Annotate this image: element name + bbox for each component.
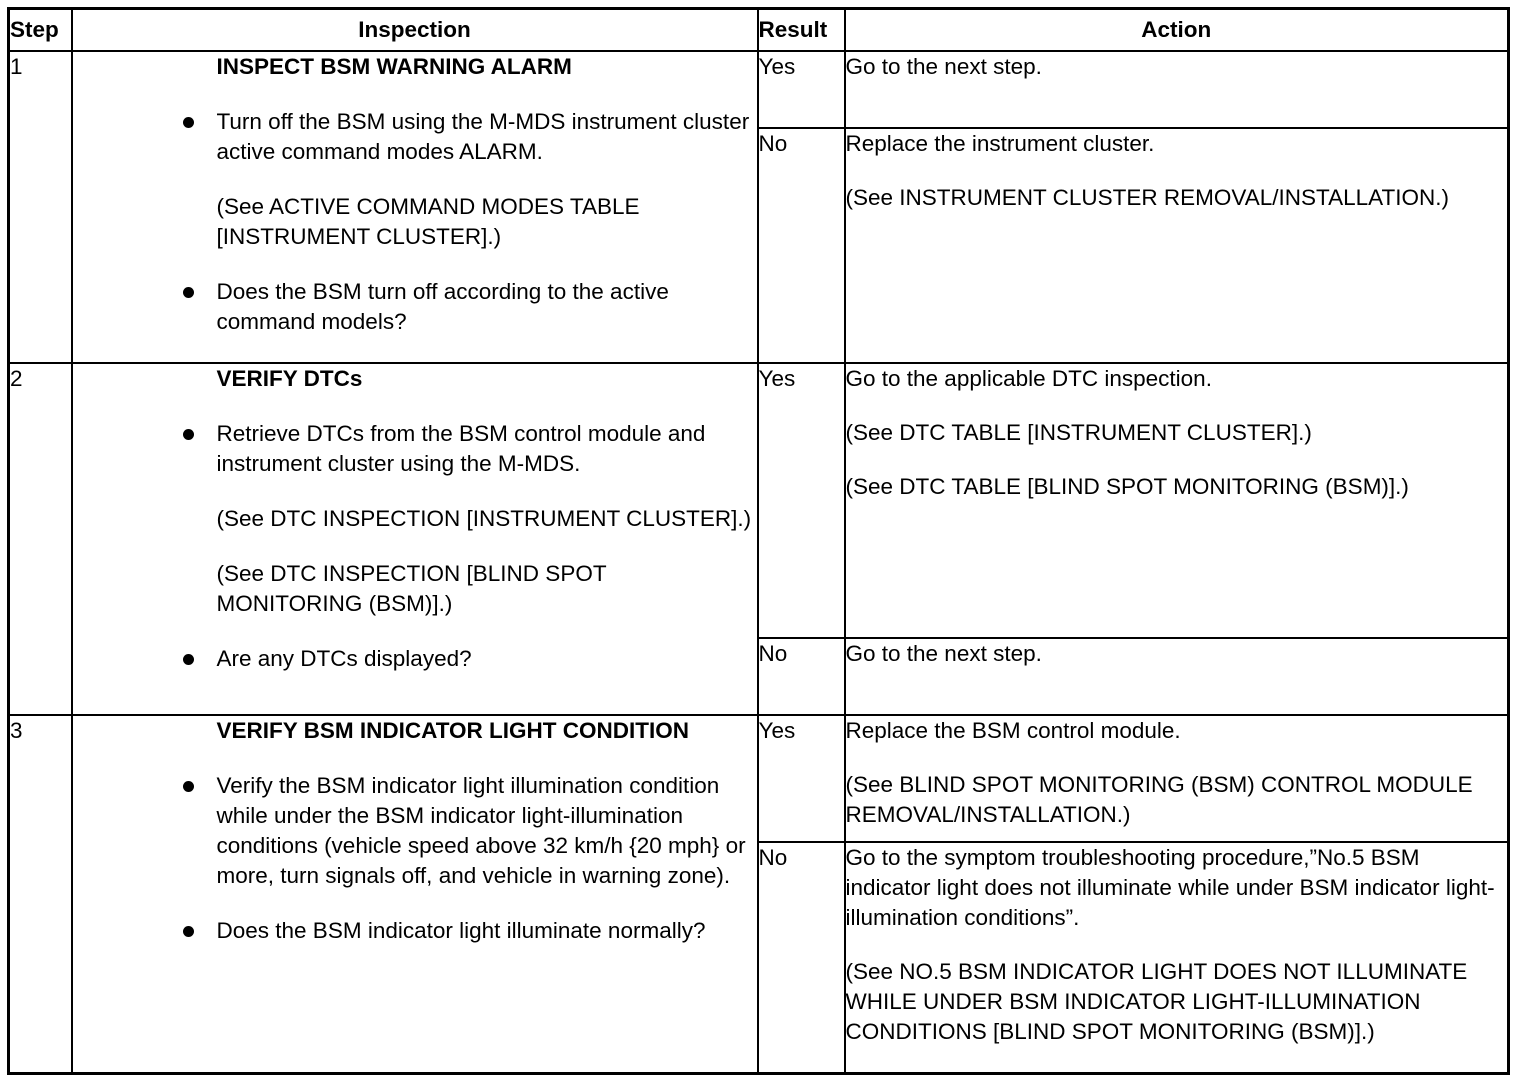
reference-note: (See DTC TABLE [BLIND SPOT MONITORING (BSM)].) [845, 474, 1409, 499]
header-step: Step [9, 9, 72, 52]
inspection-cell [72, 51, 758, 363]
reference-note: (See NO.5 BSM INDICATOR LIGHT DOES NOT ILLUMINATE WHILE UNDER BSM INDICATOR LIGHT-ILLUMINATION CONDITIONS [BLIND SPOT MONITORING (BSM)].) [845, 959, 1468, 1044]
table-row [9, 715, 1509, 842]
reference-note: (See ACTIVE COMMAND MODES TABLE [INSTRUMENT CLUSTER].) [216, 194, 640, 249]
header-row [9, 9, 1509, 52]
inspection-bullet: Does the BSM indicator light illuminate normally? [217, 916, 757, 946]
action-cell: Go to the applicable DTC inspection. (See DTC TABLE [INSTRUMENT CLUSTER].) (See DTC TABLE [BLIND SPOT MONITORING (BSM)].) [845, 363, 1509, 638]
inspection-bullet: Turn off the BSM using the M-MDS instrument cluster active command modes ALARM. (See ACTIVE COMMAND MODES TABLE [INSTRUMENT CLUSTER].) [217, 107, 757, 252]
reference-note: (See DTC INSPECTION [INSTRUMENT CLUSTER].) [216, 506, 752, 531]
header-inspection: Inspection [72, 9, 758, 52]
bullet-icon [183, 117, 194, 128]
step-number: 3 [9, 715, 72, 1074]
result-cell: No [758, 638, 845, 715]
action-cell: Replace the BSM control module. (See BLIND SPOT MONITORING (BSM) CONTROL MODULE REMOVAL/INSTALLATION.) [845, 715, 1509, 842]
bullet-icon [183, 926, 194, 937]
header-result: Result [758, 9, 845, 52]
bullet-icon [183, 287, 194, 298]
reference-note: (See BLIND SPOT MONITORING (BSM) CONTROL MODULE REMOVAL/INSTALLATION.) [845, 772, 1473, 827]
bullet-icon [183, 429, 194, 440]
step-number: 2 [9, 363, 72, 715]
result-cell: Yes [758, 363, 845, 638]
inspection-cell [72, 715, 758, 1074]
inspection-title: VERIFY BSM INDICATOR LIGHT CONDITION [216, 718, 690, 743]
result-cell: No [758, 128, 845, 363]
reference-note: (See INSTRUMENT CLUSTER REMOVAL/INSTALLATION.) [845, 185, 1449, 211]
reference-note: (See DTC INSPECTION [BLIND SPOT MONITORING (BSM)].) [216, 561, 607, 616]
troubleshooting-table [7, 7, 1510, 1075]
table-row [9, 51, 1509, 128]
action-cell: Go to the symptom troubleshooting procedure,”No.5 BSM indicator light does not illuminate while under BSM indicator light-illumination conditions”. (See NO.5 BSM INDICATOR LIGHT DOES NOT ILLUMINATE WHILE UNDER BSM INDICATOR LIGHT-ILLUMINATION CONDITIONS [BLIND SPOT MONITORING (BSM)].) [845, 842, 1509, 1074]
inspection-cell [72, 363, 758, 715]
action-cell: Go to the next step. [845, 638, 1509, 715]
inspection-bullet: Verify the BSM indicator light illumination condition while under the BSM indicator light-illumination conditions (vehicle speed above 32 km/h {20 mph} or more, turn signals off, and vehicle in warning zone). [217, 771, 757, 891]
bullet-icon [183, 654, 194, 665]
inspection-bullet: Are any DTCs displayed? [217, 644, 757, 674]
bullet-icon [183, 781, 194, 792]
action-cell: Go to the next step. [845, 51, 1509, 128]
result-cell: Yes [758, 715, 845, 842]
table-row [9, 363, 1509, 638]
step-number: 1 [9, 51, 72, 363]
inspection-title: INSPECT BSM WARNING ALARM [216, 54, 572, 79]
result-cell: Yes [758, 51, 845, 128]
header-action: Action [845, 9, 1509, 52]
inspection-bullet: Does the BSM turn off according to the active command models? [217, 277, 757, 337]
action-cell: Replace the instrument cluster. (See INSTRUMENT CLUSTER REMOVAL/INSTALLATION.) [845, 128, 1509, 363]
inspection-title: VERIFY DTCs [216, 366, 363, 391]
inspection-bullet: Retrieve DTCs from the BSM control module and instrument cluster using the M-MDS. (See DTC INSPECTION [INSTRUMENT CLUSTER].) (See DTC INSPECTION [BLIND SPOT MONITORING (BSM)].) [217, 419, 757, 619]
reference-note: (See DTC TABLE [INSTRUMENT CLUSTER].) [845, 420, 1312, 445]
result-cell: No [758, 842, 845, 1074]
